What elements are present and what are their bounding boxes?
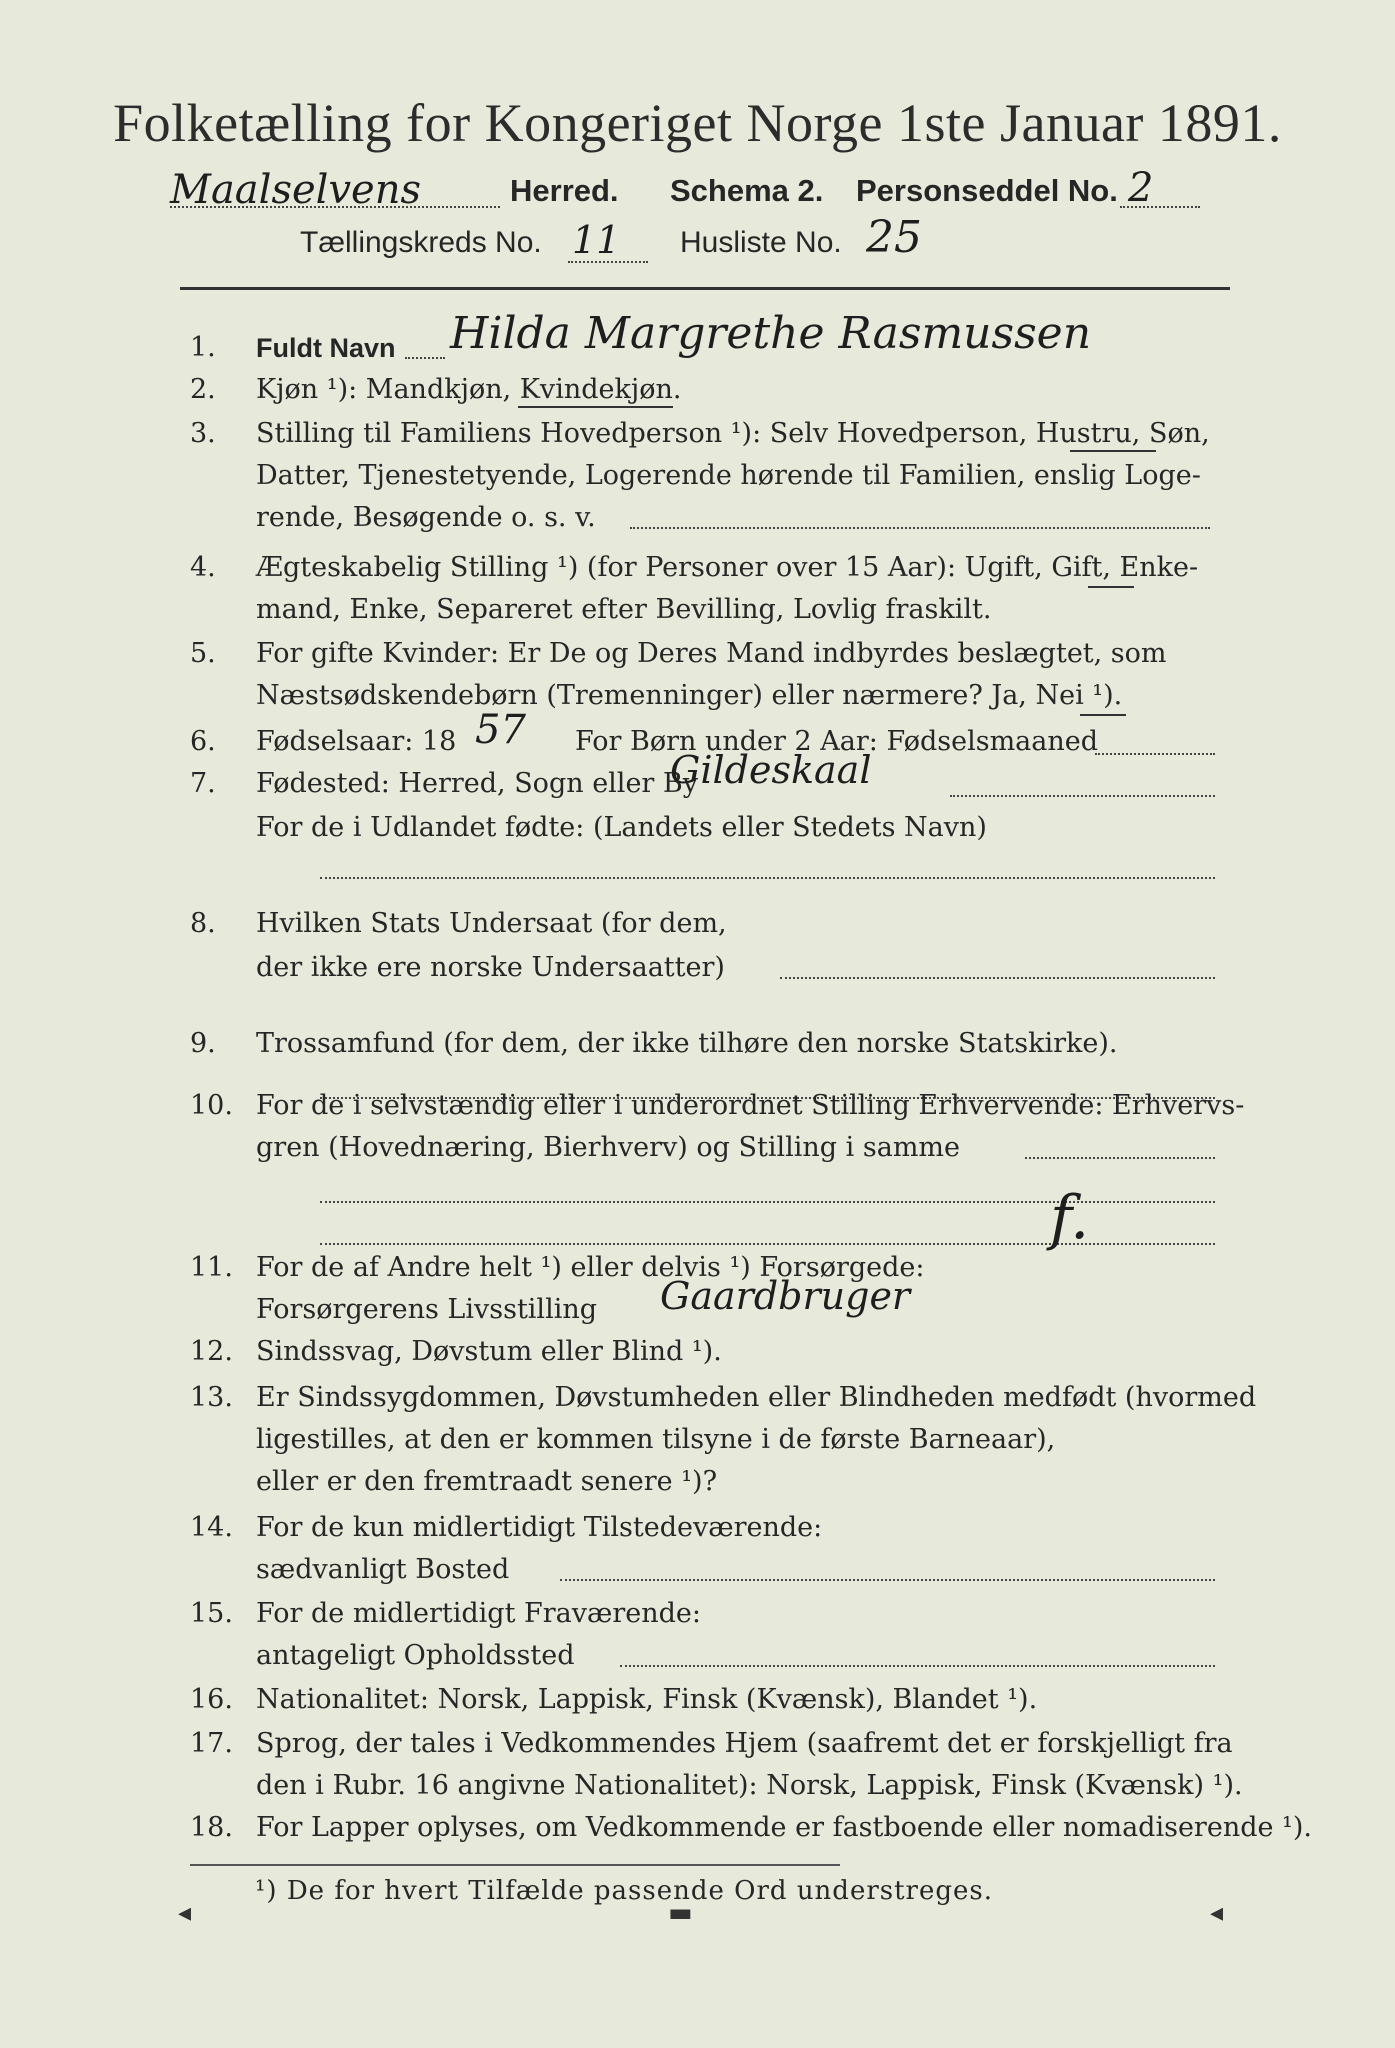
item-text: Nationalitet: Norsk, Lappisk, Finsk (Kvænsk), Blandet ¹).	[256, 1684, 1038, 1715]
item-number: 13.	[190, 1382, 233, 1413]
item-number: 9.	[190, 1028, 216, 1059]
item-text: der ikke ere norske Undersaatter)	[256, 952, 725, 983]
item-number: 10.	[190, 1090, 233, 1121]
item-text: sædvanligt Bosted	[256, 1554, 510, 1585]
underline-gift	[1088, 586, 1134, 588]
item-number: 17.	[190, 1728, 233, 1759]
personseddel-label: Personseddel No.	[856, 173, 1118, 208]
corner-mark-right: ◂	[1210, 1898, 1224, 1928]
personseddel-value: 2	[1128, 165, 1154, 211]
herred-dotted-line	[170, 205, 500, 208]
dotted-line	[620, 1664, 1215, 1667]
herred-value: Maalselvens	[170, 167, 421, 213]
dotted-line	[950, 794, 1215, 797]
item-text: Fødselsaar: 18	[256, 726, 457, 757]
item-text: rende, Besøgende o. s. v.	[256, 502, 596, 533]
item-text: Datter, Tjenestetyende, Logerende hørende til Familien, enslig Loge-	[256, 460, 1201, 491]
birth-year-answer: 57	[475, 707, 526, 753]
dotted-line	[1095, 752, 1215, 755]
item-label: Fuldt Navn	[256, 333, 396, 363]
item-text: For de i selvstændig eller i underordnet Stilling Erhvervende: Erhvervs-	[256, 1090, 1245, 1121]
item-number: 8.	[190, 908, 216, 939]
kreds-value: 11	[572, 218, 621, 262]
dotted-line	[1025, 1156, 1215, 1159]
item-text: Er Sindssygdommen, Døvstumheden eller Blindheden medfødt (hvormed	[256, 1382, 1257, 1413]
dotted-line	[405, 356, 445, 359]
schema-label: Schema 2.	[670, 173, 824, 208]
item-number: 16.	[190, 1684, 233, 1715]
item-text: For de af Andre helt ¹) eller delvis ¹) Forsørgede:	[256, 1252, 925, 1283]
herred-label: Herred.	[510, 173, 619, 208]
item-text: Hvilken Stats Undersaat (for dem,	[256, 908, 727, 939]
item-number: 7.	[190, 768, 216, 799]
item-text: For gifte Kvinder: Er De og Deres Mand indbyrdes beslægtet, som	[256, 638, 1167, 669]
item-text: For de midlertidigt Fraværende:	[256, 1598, 702, 1629]
item-text: Sindssvag, Døvstum eller Blind ¹).	[256, 1336, 722, 1367]
item-text: Ægteskabelig Stilling ¹) (for Personer over 15 Aar): Ugift, Gift, Enke-	[256, 552, 1199, 583]
provider-occupation-answer: Gaardbruger	[660, 1274, 911, 1318]
header-rule	[180, 287, 1230, 290]
item-number: 18.	[190, 1812, 233, 1843]
item-text: Kjøn ¹): Mandkjøn, Kvindekjøn.	[256, 374, 682, 405]
dotted-line	[780, 976, 1215, 979]
item-text: gren (Hovednæring, Bierhverv) og Stilling i samme	[256, 1132, 961, 1163]
provider-mark: f.	[1050, 1183, 1090, 1253]
item-text: eller er den fremtraadt senere ¹)?	[256, 1466, 718, 1497]
item-number: 5.	[190, 638, 216, 669]
form-title: Folketælling for Kongeriget Norge 1ste Januar 1891.	[113, 93, 1282, 153]
item-number: 15.	[190, 1598, 233, 1629]
footnote: ¹) De for hvert Tilfælde passende Ord understreges.	[255, 1876, 994, 1906]
item-number: 12.	[190, 1336, 233, 1367]
personseddel-dotted-line	[1120, 205, 1200, 208]
item-number: 4.	[190, 552, 216, 583]
dotted-line	[320, 876, 1215, 879]
item-number: 14.	[190, 1512, 233, 1543]
item-text: For de i Udlandet fødte: (Landets eller Stedets Navn)	[256, 812, 987, 843]
item-text: For de kun midlertidigt Tilstedeværende:	[256, 1512, 823, 1543]
item-number: 11.	[190, 1252, 233, 1283]
item-number: 6.	[190, 726, 216, 757]
item-text: Fødested: Herred, Sogn eller By	[256, 768, 699, 799]
dotted-line	[630, 526, 1210, 529]
center-mark: ▬	[668, 1898, 693, 1928]
corner-mark-left: ◂	[178, 1898, 192, 1928]
item-text: For Børn under 2 Aar: Fødselsmaaned	[575, 726, 1099, 757]
item-text: For Lapper oplyses, om Vedkommende er fastboende eller nomadiserende ¹).	[256, 1812, 1312, 1843]
underline-hustru	[1070, 450, 1156, 452]
item-number: 3.	[190, 418, 216, 449]
kreds-label: Tællingskreds No.	[300, 226, 542, 259]
header-row-kreds	[300, 212, 1200, 278]
footnote-rule	[190, 1864, 840, 1866]
item-text: mand, Enke, Separeret efter Bevilling, Lovlig fraskilt.	[256, 594, 992, 625]
item-text: ligestilles, at den er kommen tilsyne i de første Barneaar),	[256, 1424, 1056, 1455]
dotted-line	[560, 1578, 1215, 1581]
husliste-value: 25	[866, 212, 922, 263]
item-text: Næstsødskendebørn (Tremenninger) eller nærmere? Ja, Nei ¹).	[256, 680, 1123, 711]
kreds-dotted-line	[568, 260, 648, 263]
item-number: 2.	[190, 374, 216, 405]
husliste-label: Husliste No.	[680, 226, 842, 259]
full-name-answer: Hilda Margrethe Rasmussen	[450, 308, 1092, 359]
underline-kvindekjon	[518, 406, 673, 408]
item-text: Sprog, der tales i Vedkommendes Hjem (saafremt det er forskjelligt fra	[256, 1728, 1233, 1759]
item-text: den i Rubr. 16 angivne Nationalitet): Norsk, Lappisk, Finsk (Kvænsk) ¹).	[256, 1770, 1243, 1801]
birthplace-answer: Gildeskaal	[670, 748, 872, 792]
item-text: Trossamfund (for dem, der ikke tilhøre den norske Statskirke).	[256, 1028, 1118, 1059]
item-text: antageligt Opholdssted	[256, 1640, 575, 1671]
item-text: Stilling til Familiens Hovedperson ¹): Selv Hovedperson, Hustru, Søn,	[256, 418, 1210, 449]
underline-nei	[1080, 714, 1126, 716]
item-number: 1.	[190, 332, 216, 363]
item-text: Forsørgerens Livsstilling	[256, 1294, 598, 1325]
header-row-herred	[170, 165, 1240, 225]
